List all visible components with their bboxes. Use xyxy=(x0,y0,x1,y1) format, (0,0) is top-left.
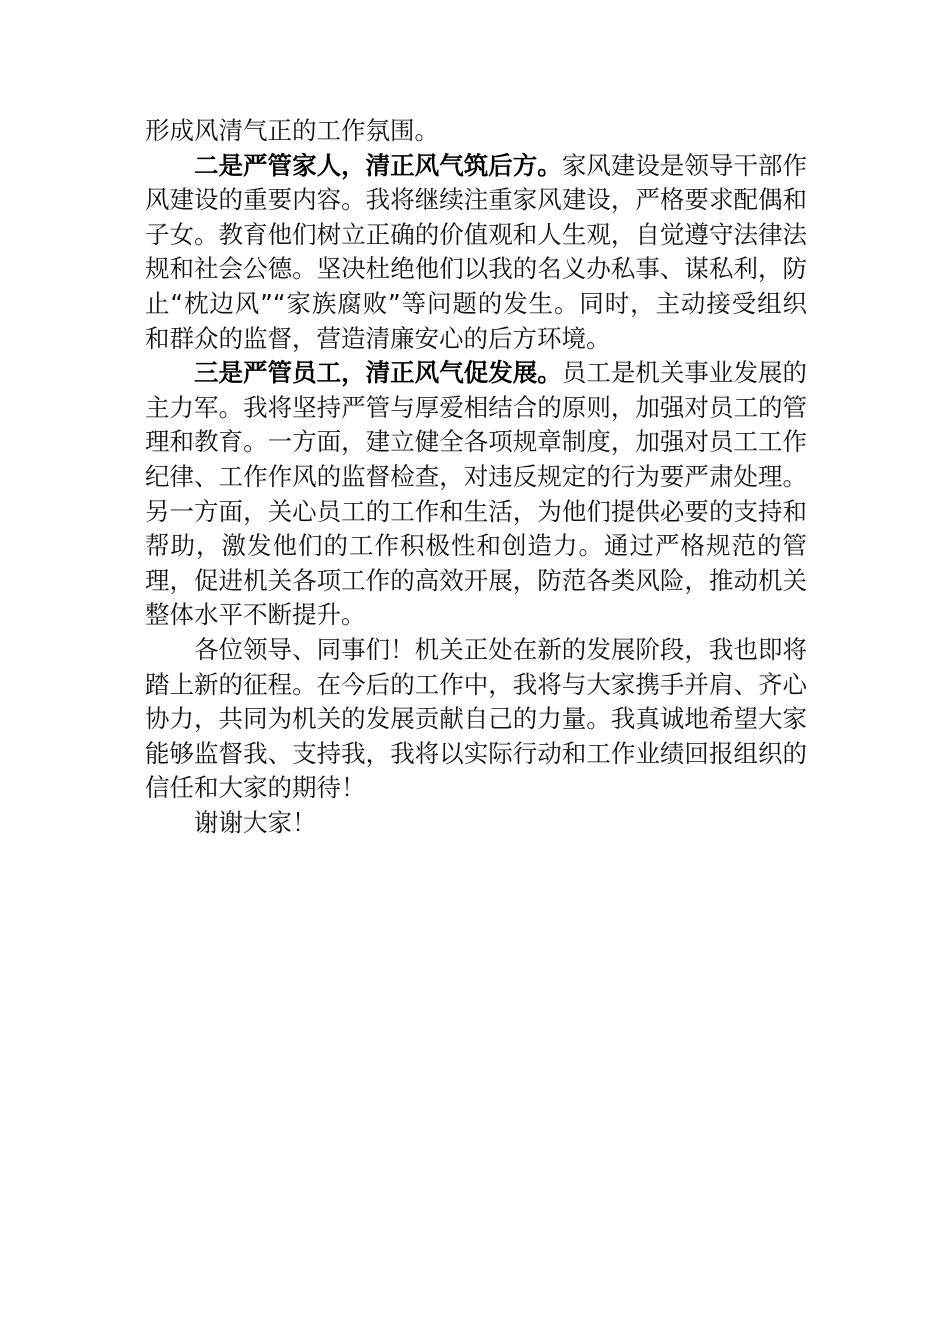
document-body xyxy=(145,114,807,840)
paragraph-text: 家风建设是领导干部作风建设的重要内容。我将继续注重家风建设，严格要求配偶和子女。教育他们树立正确的价值观和人生观，自觉遵守法律法规和社会公德。坚决杜绝他们以我的名义办私事、谋私利，防止“枕边风”“家族腐败”等问题的发生。同时，主动接受组织和群众的监督，营造清廉安心的后方环境。 xyxy=(145,150,807,353)
paragraph-staff-discipline xyxy=(145,356,807,633)
paragraph-lead-heading: 二是严管家人，清正风气筑后方。 xyxy=(194,150,562,180)
paragraph-text: 员工是机关事业发展的主力军。我将坚持严管与厚爱相结合的原则，加强对员工的管理和教育。一方面，建立健全各项规章制度，加强对员工工作纪律、工作作风的监督检查，对违反规定的行为要严肃处理。另一方面，关心员工的工作和生活，为他们提供必要的支持和帮助，激发他们的工作积极性和创造力。通过严格规范的管理，促进机关各项工作的高效开展，防范各类风险，推动机关整体水平不断提升。 xyxy=(145,358,807,630)
paragraph-closing-remarks xyxy=(145,633,807,806)
paragraph-lead-heading: 三是严管员工，清正风气促发展。 xyxy=(194,358,562,388)
paragraph-text: 谢谢大家！ xyxy=(194,807,317,837)
paragraph-family-discipline xyxy=(145,149,807,357)
paragraph-continuation xyxy=(145,114,807,149)
paragraph-thanks xyxy=(145,806,807,841)
paragraph-text: 各位领导、同事们！机关正处在新的发展阶段，我也即将踏上新的征程。在今后的工作中，我将与大家携手并肩、齐心协力，共同为机关的发展贡献自己的力量。我真诚地希望大家能够监督我、支持我，我将以实际行动和工作业绩回报组织的信任和大家的期待！ xyxy=(145,634,807,803)
paragraph-text: 形成风清气正的工作氛围。 xyxy=(145,116,439,145)
